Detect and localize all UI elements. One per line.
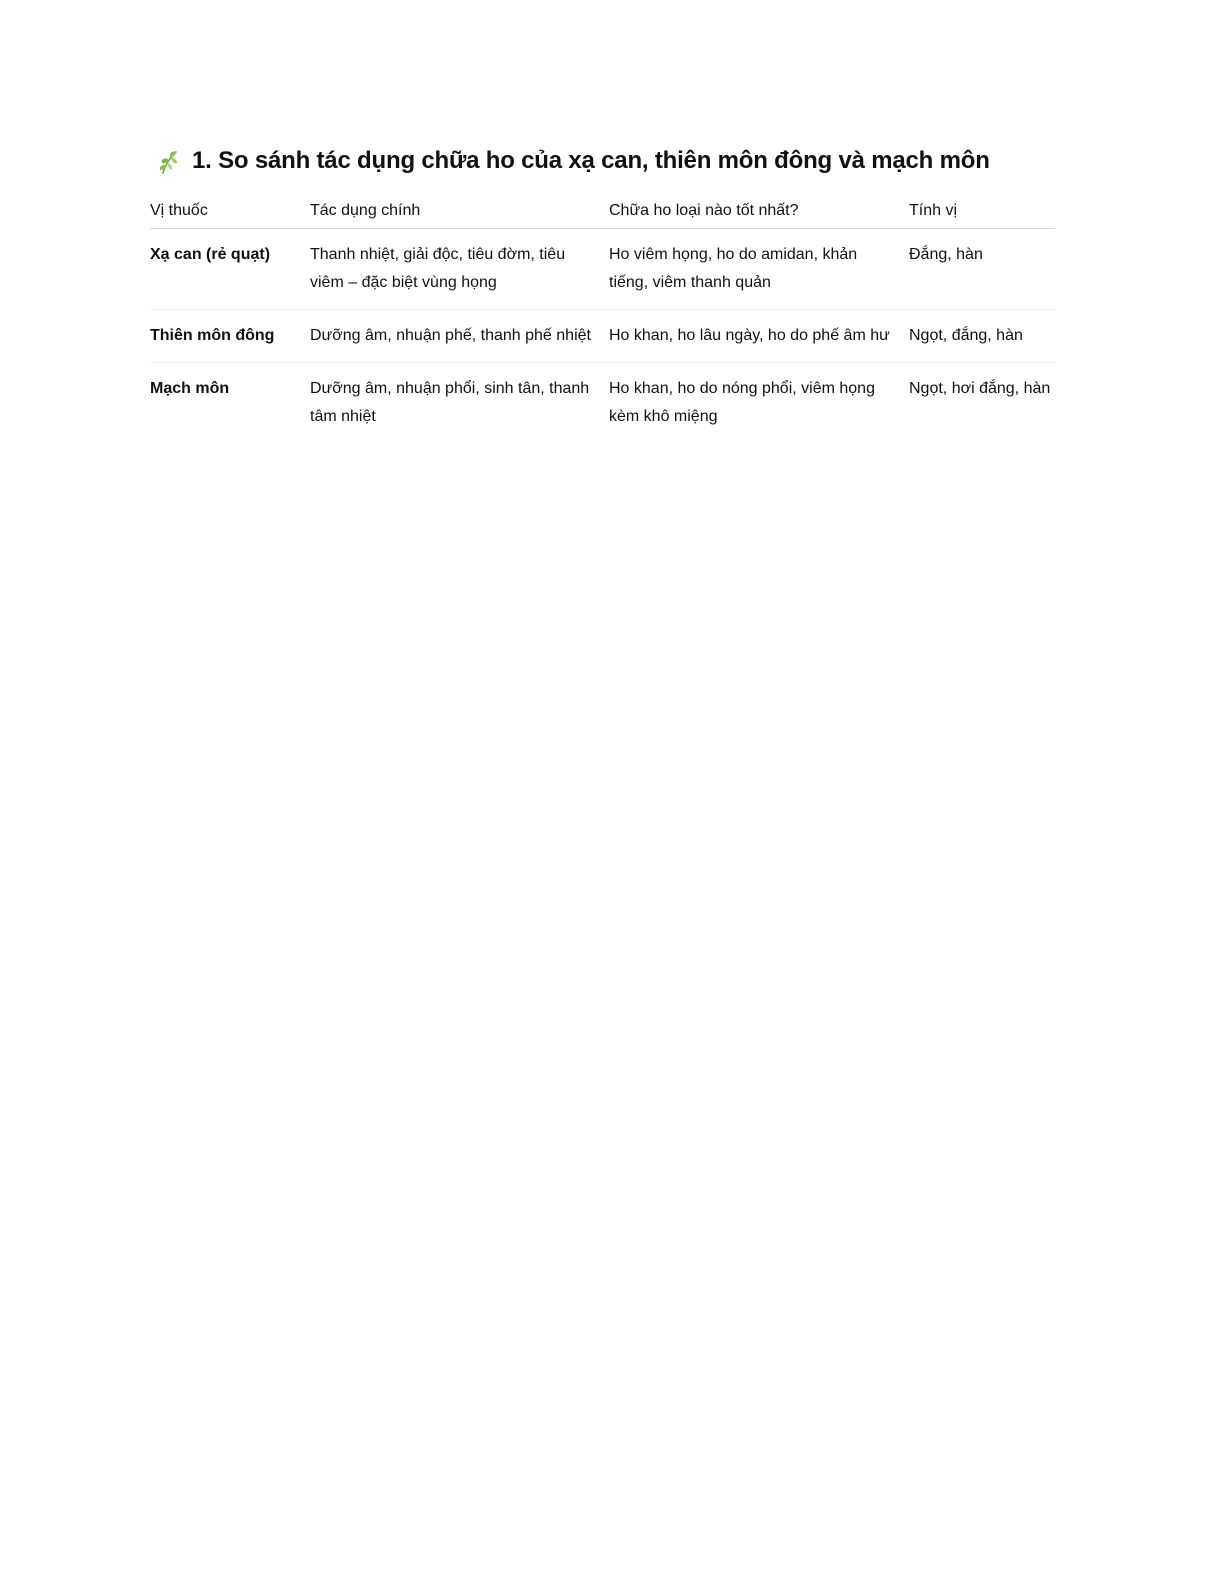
row-cough-type: Ho khan, ho lâu ngày, ho do phế âm hư (609, 310, 909, 363)
row-nature: Ngọt, đắng, hàn (909, 310, 1055, 363)
row-effect: Dưỡng âm, nhuận phế, thanh phế nhiệt (310, 310, 609, 363)
table-row (150, 310, 1055, 363)
row-effect: Dưỡng âm, nhuận phổi, sinh tân, thanh tâm nhiệt (310, 380, 590, 425)
section-title: 1. So sánh tác dụng chữa ho của xạ can, thiên môn đông và mạch môn (192, 147, 990, 174)
header-effect: Tác dụng chính (310, 196, 609, 229)
table-row (150, 363, 1055, 444)
comparison-table (150, 196, 1055, 443)
row-herb-name: Xạ can (rẻ quạt) (150, 229, 310, 310)
header-nature: Tính vị (909, 196, 1055, 229)
row-herb-name: Thiên môn đông (150, 310, 310, 363)
document-page (150, 140, 1055, 443)
table-row (150, 229, 1055, 310)
row-cough-type: Ho viêm họng, ho do amidan, khản tiếng, viêm thanh quản (609, 229, 909, 310)
header-herb: Vị thuốc (150, 196, 310, 229)
row-nature: Đắng, hàn (909, 229, 1055, 310)
herb-leaf-icon (154, 146, 184, 176)
row-effect: Thanh nhiệt, giải độc, tiêu đờm, tiêu viêm – đặc biệt vùng họng (310, 229, 609, 310)
header-cough-type: Chữa ho loại nào tốt nhất? (609, 196, 909, 229)
row-cough-type: Ho khan, ho do nóng phổi, viêm họng kèm khô miệng (609, 380, 875, 425)
row-nature: Ngọt, hơi đắng, hàn (909, 380, 1051, 397)
table-header-row (150, 196, 1055, 229)
row-herb-name: Mạch môn (150, 380, 230, 397)
section-heading (150, 140, 1055, 182)
